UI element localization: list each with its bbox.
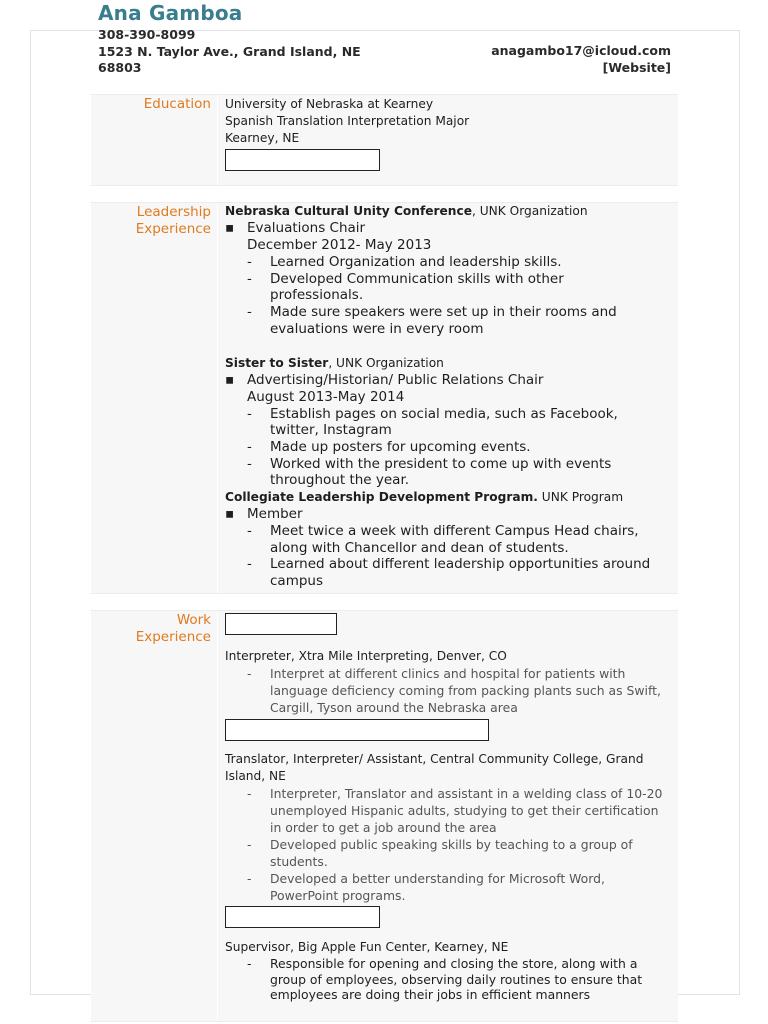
org-type: , UNK Organization <box>471 204 588 218</box>
org-name: Nebraska Cultural Unity Conference <box>225 204 472 218</box>
work-title <box>136 612 211 646</box>
role: Advertising/Historian/ Public Relations Chair <box>247 371 544 388</box>
item-text: Interpreter, Translator and assistant in a welding class of 10-20 <box>270 786 663 801</box>
dash-icon: - <box>247 438 252 455</box>
item-text: Made sure speakers were set up in their rooms and <box>270 304 617 321</box>
role-dates <box>225 389 670 406</box>
list-item <box>225 523 670 556</box>
address-line-1: 1523 N. Taylor Ave., Grand Island, NE <box>98 43 361 59</box>
org-type: UNK Program <box>537 490 624 505</box>
dash-icon: - <box>247 556 252 573</box>
dates: August 2013-May 2014 <box>247 388 405 405</box>
date-placeholder-box <box>225 719 489 741</box>
item-text: evaluations were in every room <box>270 320 484 337</box>
item-text: along with Chancellor and dean of students. <box>270 539 569 556</box>
item-text: unemployed Hispanic adults, studying to get their certification <box>270 803 659 818</box>
dash-icon: - <box>247 871 252 886</box>
work-title-line-1: Work <box>176 612 211 628</box>
bullet-icon: ▪ <box>225 506 235 523</box>
org-name: Collegiate Leadership Development Program. <box>225 490 538 505</box>
item-text: Worked with the president to come up with events <box>270 455 612 472</box>
item-text: PowerPoint programs. <box>270 888 406 903</box>
list-item <box>225 785 670 836</box>
work-title-line-2: Experience <box>135 629 211 645</box>
dash-icon: - <box>247 956 252 971</box>
role-bullet <box>225 220 670 237</box>
date-placeholder-box <box>225 149 380 171</box>
dash-icon: - <box>247 837 252 852</box>
school-location: Kearney, NE <box>225 131 300 145</box>
work-content <box>225 613 670 1003</box>
dash-icon: - <box>247 304 252 321</box>
education-content <box>225 96 670 171</box>
item-text: Responsible for opening and closing the store, along with a <box>270 956 638 971</box>
email-address: anagambo17@icloud.com <box>491 43 671 58</box>
section-divider <box>217 95 218 185</box>
candidate-name: Ana Gamboa <box>98 1 243 25</box>
org-name: Sister to Sister <box>225 355 329 370</box>
entry-org-line <box>225 203 670 220</box>
item-text: Developed Communication skills with other <box>270 270 564 287</box>
entry-org-line <box>225 489 670 506</box>
role: Evaluations Chair <box>247 220 366 236</box>
item-text: throughout the year. <box>270 472 410 489</box>
list-item <box>225 870 670 904</box>
role-bullet <box>225 372 670 389</box>
dash-icon: - <box>247 254 252 270</box>
item-text: Developed a better understanding for Microsoft Word, <box>270 871 605 886</box>
role-dates <box>225 237 670 254</box>
address-line-2: 68803 <box>98 60 142 75</box>
leadership-title <box>136 204 211 238</box>
section-divider <box>217 611 218 1021</box>
work-section <box>91 610 678 1022</box>
list-item <box>225 556 670 589</box>
item-text: students. <box>270 854 328 869</box>
item-text: in order to get a job around the area <box>270 820 497 835</box>
item-text: Learned Organization and leadership skills. <box>270 254 562 270</box>
entry-org-line <box>225 355 670 372</box>
website-placeholder: [Website] <box>602 60 671 75</box>
dash-icon: - <box>247 405 252 422</box>
role-bullet <box>225 506 670 523</box>
job-heading: Interpreter, Xtra Mile Interpreting, Denver, CO <box>225 649 507 663</box>
bullet-icon: ▪ <box>225 371 235 388</box>
dash-icon: - <box>247 455 252 472</box>
item-text: language deficiency coming from packing plants such as Swift, <box>270 683 661 698</box>
date-placeholder-box <box>225 613 337 635</box>
item-text: group of employees, observing daily routines to ensure that <box>270 971 643 987</box>
item-text: Made up posters for upcoming events. <box>270 438 531 455</box>
leadership-section <box>91 202 678 594</box>
item-text: campus <box>270 573 324 590</box>
dash-icon: - <box>247 786 252 801</box>
job-heading-cont: Island, NE <box>225 769 286 783</box>
bullet-icon: ▪ <box>225 220 235 236</box>
item-text: employees are doing their jobs in efficient manners <box>270 987 591 1002</box>
date-placeholder-box <box>225 906 380 928</box>
leadership-content <box>225 203 670 590</box>
list-item <box>225 271 670 304</box>
list-item <box>225 439 670 456</box>
major: Spanish Translation Interpretation Major <box>225 114 470 128</box>
list-item <box>225 304 670 337</box>
item-text: Interpret at different clinics and hospital for patients with <box>270 666 626 681</box>
job-heading: Translator, Interpreter/ Assistant, Central Community College, Grand <box>225 752 644 766</box>
item-text: professionals. <box>270 287 364 304</box>
org-type: , UNK Organization <box>328 355 444 370</box>
contact-right <box>491 42 671 76</box>
item-text: Establish pages on social media, such as Facebook, <box>270 405 618 422</box>
section-divider <box>217 203 218 593</box>
list-item <box>225 406 670 439</box>
contact-left <box>98 27 361 77</box>
role: Member <box>247 506 303 523</box>
dash-icon: - <box>247 523 252 540</box>
item-text: Meet twice a week with different Campus Head chairs, <box>270 523 639 540</box>
phone-number: 308-390-8099 <box>98 27 196 42</box>
item-text: Learned about different leadership opportunities around <box>270 556 651 573</box>
list-item <box>225 254 670 271</box>
item-text: Cargill, Tyson around the Nebraska area <box>270 700 518 715</box>
education-title: Education <box>143 96 211 112</box>
dash-icon: - <box>247 270 252 287</box>
list-item <box>225 956 670 1003</box>
dash-icon: - <box>247 666 252 681</box>
leadership-title-line-1: Leadership <box>136 204 211 220</box>
school-name: University of Nebraska at Kearney <box>225 97 434 111</box>
list-item <box>225 665 670 716</box>
item-text: Developed public speaking skills by teaching to a group of <box>270 837 633 852</box>
item-text: twitter, Instagram <box>270 422 392 439</box>
list-item <box>225 836 670 870</box>
job-heading: Supervisor, Big Apple Fun Center, Kearney, NE <box>225 940 509 954</box>
education-section <box>91 94 678 186</box>
dates: December 2012- May 2013 <box>247 237 432 253</box>
list-item <box>225 456 670 489</box>
leadership-title-line-2: Experience <box>135 221 211 237</box>
